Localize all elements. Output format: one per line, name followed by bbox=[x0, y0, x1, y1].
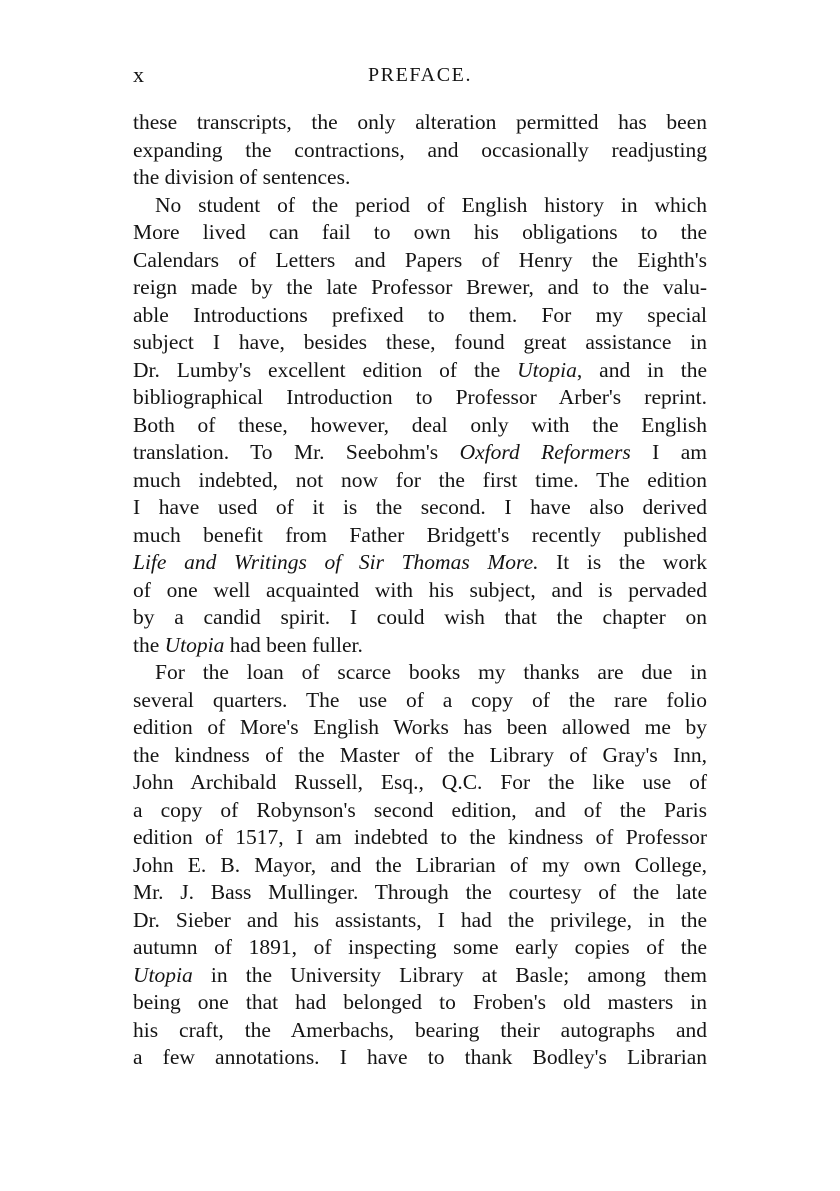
text-line: these transcripts, the only alteration permitted has been bbox=[133, 110, 707, 134]
text-line: For the loan of scarce books my thanks are due in bbox=[155, 660, 707, 684]
text-line: much benefit from Father Bridgett's recently published bbox=[133, 522, 707, 547]
text-line: a copy of Robynson's second edition, and of the Paris bbox=[133, 797, 707, 822]
text-line: being one that had belonged to Froben's old masters in bbox=[133, 990, 707, 1014]
text-line: able Introductions prefixed to them. For my special bbox=[133, 302, 707, 327]
text-line: several quarters. The use of a copy of the rare folio bbox=[133, 687, 707, 712]
text-line: edition of 1517, I am indebted to the kindness of Professor bbox=[133, 825, 707, 849]
body-text bbox=[133, 109, 707, 1072]
text-line: bibliographical Introduction to Professor Arber's reprint. bbox=[133, 385, 707, 409]
text-line: of one well acquainted with his subject, and is pervaded bbox=[133, 577, 707, 602]
text-line: the division of sentences. bbox=[133, 165, 351, 189]
text-line: John E. B. Mayor, and the Librarian of my own College, bbox=[133, 852, 707, 877]
text-line: More lived can fail to own his obligations to the bbox=[133, 220, 707, 244]
page-title: PREFACE. bbox=[367, 64, 473, 86]
text-line: much indebted, not now for the first time. The edition bbox=[133, 467, 707, 492]
text-line: Dr. Lumby's excellent edition of the Utopia, and in the bbox=[133, 357, 707, 382]
text-line: Dr. Sieber and his assistants, I had the privilege, in the bbox=[133, 907, 707, 932]
text-line: autumn of 1891, of inspecting some early copies of the bbox=[133, 935, 707, 959]
text-line: Both of these, however, deal only with the English bbox=[133, 412, 707, 437]
running-head bbox=[133, 62, 707, 88]
text-line: I have used of it is the second. I have also derived bbox=[133, 495, 707, 519]
text-line: reign made by the late Professor Brewer, and to the valu- bbox=[133, 275, 707, 299]
text-line: expanding the contractions, and occasionally readjusting bbox=[133, 137, 707, 162]
text-line: by a candid spirit. I could wish that the chapter on bbox=[133, 605, 707, 629]
page-number: x bbox=[133, 62, 144, 87]
text-line: Life and Writings of Sir Thomas More. It is the work bbox=[133, 550, 707, 574]
text-line: the Utopia had been fuller. bbox=[133, 632, 363, 657]
book-title-oxford-reformers: Oxford Reformers bbox=[459, 440, 631, 464]
book-title-utopia: Utopia bbox=[517, 357, 577, 382]
text-line: the kindness of the Master of the Library of Gray's Inn, bbox=[133, 742, 707, 767]
text-line: his craft, the Amerbachs, bearing their autographs and bbox=[133, 1017, 707, 1042]
text-line: a few annotations. I have to thank Bodley's Librarian bbox=[133, 1045, 707, 1069]
text-line: Calendars of Letters and Papers of Henry the Eighth's bbox=[133, 247, 707, 272]
book-title-life-and-writings: Life and Writings of Sir Thomas More. bbox=[133, 550, 539, 574]
text-line: translation. To Mr. Seebohm's Oxford Reformers I am bbox=[133, 440, 707, 464]
text-line: subject I have, besides these, found great assistance in bbox=[133, 330, 707, 354]
text-line: Mr. J. Bass Mullinger. Through the courtesy of the late bbox=[133, 880, 707, 904]
text-line: edition of More's English Works has been allowed me by bbox=[133, 715, 707, 739]
text-line: No student of the period of English history in which bbox=[155, 192, 707, 217]
book-title-utopia: Utopia bbox=[164, 632, 225, 657]
text-line: John Archibald Russell, Esq., Q.C. For the like use of bbox=[133, 770, 707, 794]
text-line: Utopia in the University Library at Basle; among them bbox=[133, 962, 707, 987]
book-title-utopia: Utopia bbox=[133, 962, 193, 987]
